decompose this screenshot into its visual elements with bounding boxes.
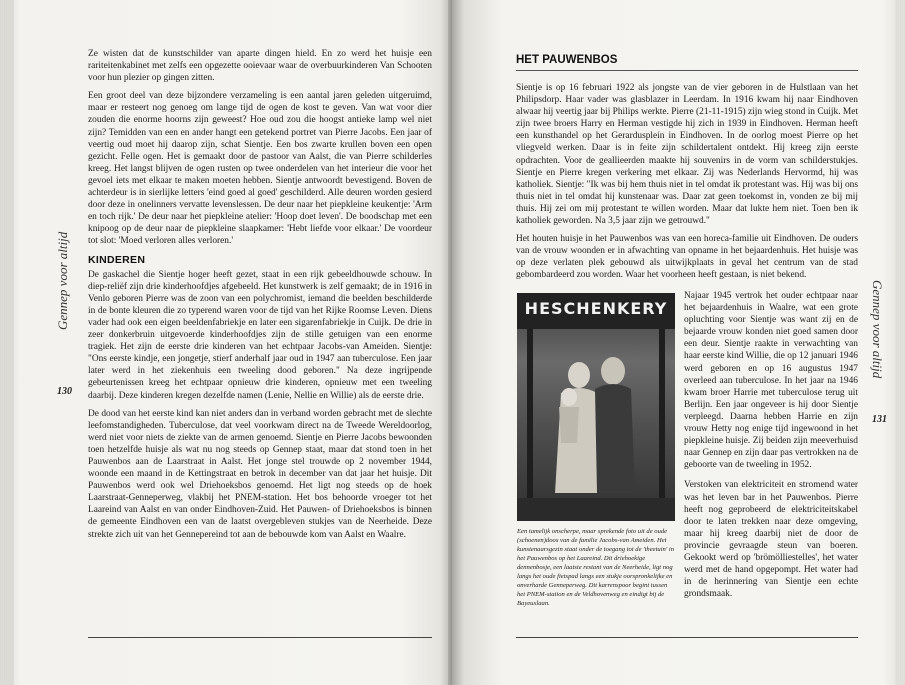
left-bottom-rule [88,637,432,638]
paragraph: Najaar 1945 vertrok het ouder echtpaar naar het bejaardenhuis in Waalre, wat een grote opluchting voor Sientje was want zij en de bejaarde vrouw konden niet goed samen door een deur. Sientje raakte in verwachting van haar eerste kind Willie, die op 12 januari 1946 werd geboren en op 16 augustus 1947 overleed aan tuberculose. In het jaar na 1946 kwam broer Harrie met tuberculose terug uit Berlijn. Een jaar ongeveer is hij door Sientje verpleegd. Daarna hebben Harrie en zijn vrouw Hetty nog enige tijd ingewoond in het piepkleine huisje. Zij beiden zijn meeverhuisd naar Gennep en zijn daar pas vertrokken na de geboorte van de tweeling in 1952. [684,291,858,471]
right-page-number: 131 [872,414,887,425]
paragraph: De dood van het eerste kind kan niet anders dan in verband worden gebracht met de slechte leefomstandigheden. Tuberculose, dat veel voorkwam direct na de Tweede Wereldoorlog, werd niet voor niets de ziekte van de armen genoemd. Sientje en Pierre Jacobs bewoonden toen hetzelfde huisje als wat nu nog steeds op Gennep staat, maar dat stond toen in het Pauwenbos aan de Laarstraat in Aalst. Het jonge stel trouwde op 2 november 1944, woonde een maand in de Kettingstraat en betrok in december van dat jaar het huisje. Dit Pauwenbos werd ook wel Driehoeksbos genoemd. Het ligt nog steeds op de hoek Laarstraat-Genneperweg, vlakbij het PNEM-station. Het bos behoorde vroeger tot het Laareind van Aalst en van onder Eindhoven-Zuid. Het Pauwen- of Driehoeksbos is binnen de gemeente Eindhoven een van de laatst overgebleven stukjes van de Neerheide. Deze strekte zich uit van het Gennepereind tot aan de bebouwde kom van Aalst en Waalre. [88,408,432,540]
section-heading-pauwenbos: HET PAUWENBOS [516,54,618,66]
paragraph: Sientje is op 16 februari 1922 als jongste van de vier geboren in de Hulstlaan van het Philipsdorp. Haar vader was glasblazer in Leerdam. In 1916 kwam hij naar Eindhoven alwaar hij veertig jaar bij Philips werkte. Pierre (21-11-1915) zijn wieg stond in Cuijk. Met zijn twee broers Harry en Herman vestigde hij zich in 1939 in Eindhoven. Herman heeft een kunsthandel op het Gerarduspleín in Eindhoven. In de oorlog moest Pierre op het vliegveld werken. Daar is in feite zijn schildertalent ontdekt. Hij kreeg zijn eerste opdrachten. Voor de geallieerden maakte hij souvenirs in de vorm van schilderstukjes. Sientje en Pierre kregen verkering met elkaar. Zij was Nederlands Hervormd, hij was katholiek. Sientje: "Ik was bij hem thuis niet in tel omdat ik protestant was. Hij was bij ons thuis niet in tel omdat hij kunstenaar was. Daar zat geen toekomst in, vonden ze bij mij thuis. Hij zei om mij protestant te willen worden. Maar dat lukte hem niet. Toen ben ik katholiek geworden. Na 3,5 jaar zijn we getrouwd." [516,83,858,227]
paragraph: Verstoken van elektriciteit en stromend water was het leven bar in het Pauwenbos. Pierre heeft nog geprobeerd de elektriciteitskabel door te laten trekken naar deze omgeving, maar hij kreeg daarbij niet de door de provincie gevraagde steun van boeren. Gekookt werd op 'brömölliestelles', het water werd met de hand opgepompt. Het water had in de herinnering van Sientje een echte grondsmaak. [684,480,858,600]
left-text-column [88,48,432,547]
paragraph: Het houten huisje in het Pauwenbos was van een horeca-familie uit Eindhoven. De ouders van de vrouw woonden er in afwachting van opname in het bejaardenhuis. Het huisje was op deze verlaten plek gebouwd als uitwijkplaats in geval het centrum van de stad gebombardeerd zou worden. Waar het voorheen heeft gestaan, is niet bekend. [516,234,858,281]
photo-caption: Een tamelijk onscherpe, maar sprekende foto uit de oude (schoenen)doos van de familie Jacobs-van Ameiden. Het kunstenaarsgezin staat onder de toegang tot de 'theetuin' in het Pauwenbos op het Laareind. Dit driehoekige dennenbosje, een laatste restant van de Neerheide, ligt nog langs het oude fietspad langs een stukje oorspronkelijke en onverharde Genneperweg. Dit karrenspoor begint tussen het PNEM-station en de Veldhovenweg en eindigt bij de Bayeuxlaan. [517,528,675,607]
right-wrap-column [684,290,858,608]
right-bottom-rule [516,637,858,638]
page-edge-left [0,0,14,685]
paragraph: Ze wisten dat de kunstschilder van aparte dingen hield. En zo werd het huisje een rariteitenkabinet met zelfs een opgezette ooievaar waar de overbuurkinderen Van Schooten voor hun plezier op gingen zitten. [88,49,432,84]
section-heading-kinderen: KINDEREN [88,253,146,266]
paragraph: De gaskachel die Sientje hoger heeft gezet, staat in een rijk gebeeldhouwde schouw. In diep-reliëf zijn drie kinderhoofdjes afgebeeld. Het kunstwerk is zelf gemaakt; de in 1916 in Venlo geboren Pierre was de zoon van een polychromist, iemand die beelden beschilderde in de bonte kleuren die zo typerend waren voor de tijd van het Rijke Roomse Leven. Diens vader had ook een eigen beeldenfabriekje en later een sigarenfabriekje in Cuijk. De drie in zeer donkerbruin uitgevoerde kinderhoofdjes zijn de stille getuigen van een enorme tragiek. Het zijn de eerste drie kinderen van het echtpaar Jacobs-van Ameiden. Sientje: "Ons eerste kindje, een jongetje, stierf anderhalf jaar oud in 1947 aan tuberculose. Een jaar later werd in het ziekenhuis een tweeling dood geboren." Na deze ingrijpende gebeurtenissen kreeg het echtpaar opnieuw drie kinderen, opnieuw met een tweeling daarbij. Deze kinderen kregen dezelfde namen (Lenie, Nellie en Willie) als de eerste drie. [88,269,432,401]
photo-illustration [517,293,675,521]
left-side-title: Gennep voor altijd [55,231,70,330]
page-edge-right [895,0,905,685]
family-photo [517,293,675,521]
paragraph: Een groot deel van deze bijzondere verzameling is een aantal jaren geleden uitgeruimd, maar er resteert nog genoeg om lange tijd de ogen de kost te geven. Van wat voor dier zouden die enorme hoorns zijn geweest? Hoe oud zou die hoogst antieke lamp wel niet zijn? Temidden van een en ander hangt een getekend portret van Pierre Jacobs. Een jaar of veertig oud moet hij daarop zijn, schat Sientje. Een bos zwarte krullen boven een open gezicht. Felle ogen. Het is gemaakt door de pastoor van Aalst, die van Pierre schilderles kreeg. Het langst blijven de ogen rusten op twee onderdelen van het interieur die voor het gevoel iets met elkaar te maken moeten hebben. Sientje antwoordt bevestigend. Boven de achterdeur is in sierlijke letters 'eind goed al goed' geschilderd. Alle deuren worden gesierd door deze in onelinners vervatte levenslessen. De deur naar het piepkleine keukentje: 'Arm en toch rijk.' De deur naar het piepkleine atelier: 'Hoop doet leven'. De boodschap met een knipoog op de deur naar de piepkleine slaapkamer: 'Hebt liefde voor elkaar.' De voordeur tot slot: 'Moed verloren alles verloren.' [88,91,432,247]
right-text-column [516,82,858,288]
photo-sign-text: HESCHENKERY [524,299,668,318]
right-side-title: Gennep voor altijd [870,280,885,379]
right-heading-rule [516,70,858,71]
left-page [0,0,452,685]
left-page-number: 130 [57,386,72,397]
